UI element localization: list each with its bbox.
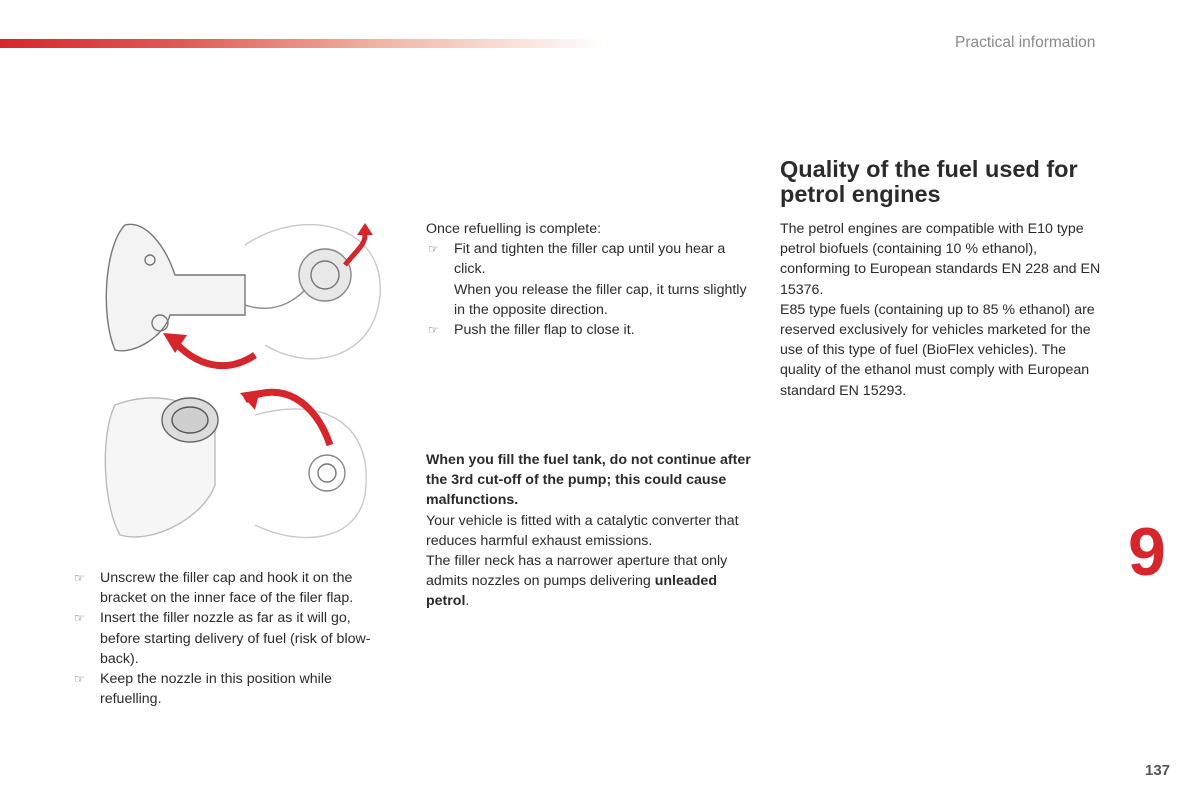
list-item: ☞ Push the filler flap to close it. [426, 320, 756, 340]
pointing-hand-icon: ☞ [74, 611, 85, 626]
pointing-hand-icon: ☞ [428, 323, 439, 338]
list-item: ☞ Keep the nozzle in this position while refuelling. [74, 671, 332, 708]
list-item: ☞ Fit and tighten the filler cap until you hear a click. [428, 241, 726, 278]
bullet-note: When you release the filler cap, it turns slightly in the opposite direction. [454, 281, 747, 318]
twist-arrow [345, 235, 365, 265]
middle-column-warning [426, 450, 756, 612]
open-arrow [173, 340, 255, 366]
page-number: 137 [1145, 762, 1171, 779]
fuel-quality-paragraph-2: E85 type fuels (containing up to 85 % ethanol) are reserved exclusively for vehicles marketed for the use of this type of fuel (BioFlex vehicles). The quality of the ethanol must comply with European standard EN 15293. [780, 301, 1095, 399]
open-flap-drawing [106, 224, 380, 358]
warning-text: Your vehicle is fitted with a catalytic converter that reduces harmful exhaust emissions. [426, 512, 739, 549]
chapter-number: 9 [1128, 514, 1166, 590]
intro-text: Once refuelling is complete: [426, 221, 602, 237]
pointing-hand-icon: ☞ [428, 242, 439, 257]
pointing-hand-icon: ☞ [74, 672, 85, 687]
left-column [72, 568, 382, 709]
section-title: Practical information [955, 34, 1096, 51]
list-item: ☞ Insert the filler nozzle as far as it will go, before starting delivery of fuel (risk of blow-back). [74, 610, 371, 667]
fuel-quality-paragraph: The petrol engines are compatible with E10 type petrol biofuels (containing 10 % ethanol), conforming to European standards EN 228 and EN 15376. [780, 221, 1101, 298]
warning-text-2: The filler neck has a narrower aperture that only admits nozzles on pumps delivering unleaded petrol. [426, 553, 728, 610]
close-arrowhead [240, 390, 260, 410]
close-arrow [245, 392, 330, 445]
fuel-quality-heading: Quality of the fuel used for petrol engines [780, 156, 1078, 207]
pointing-hand-icon: ☞ [74, 571, 85, 585]
middle-column-instructions [426, 219, 756, 340]
fuel-filler-illustration [95, 205, 385, 560]
list-item: ☞ Unscrew the filler cap and hook it on the bracket on the inner face of the filer flap. [74, 570, 354, 607]
right-column [780, 219, 1110, 401]
warning-heading: When you fill the fuel tank, do not continue after the 3rd cut-off of the pump; this could cause malfunctions. [426, 452, 751, 509]
cap-hanging-drawing [105, 398, 366, 538]
header-accent-bar [0, 39, 605, 48]
